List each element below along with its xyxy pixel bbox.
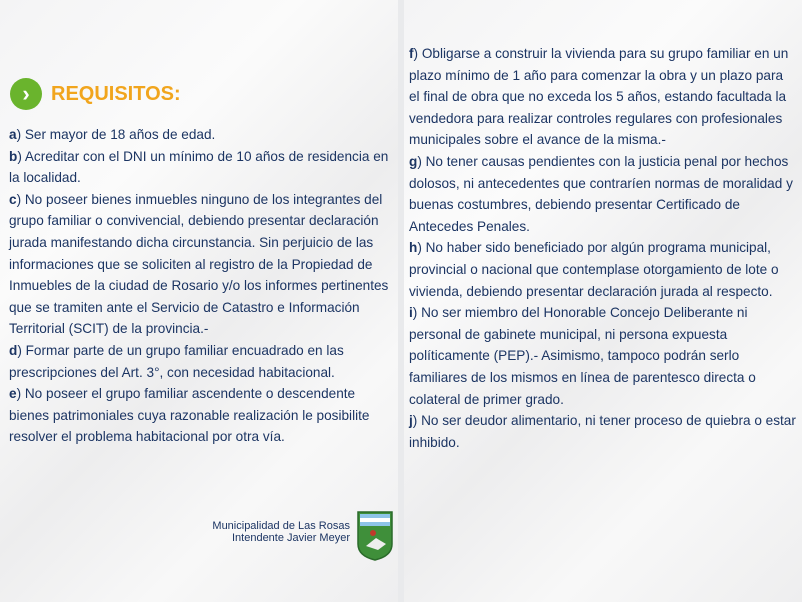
municipality-name: Municipalidad de Las Rosas	[212, 520, 350, 532]
requirement-item	[9, 189, 397, 340]
item-letter: h	[409, 240, 418, 256]
item-letter: a	[9, 127, 17, 142]
requirement-item	[409, 302, 797, 410]
requirement-item	[409, 410, 797, 453]
requirement-item	[409, 43, 797, 151]
item-text: ) Ser mayor de 18 años de edad.	[16, 127, 216, 142]
item-letter: f	[409, 46, 414, 61]
section-title: REQUISITOS:	[51, 82, 181, 105]
item-text: ) No tener causas pendientes con la justicia penal por hechos dolosos, ni antecedentes que contraríen normas de moralidad y buenas costumbres, debiendo presentar Certificado de Antecedes Penales.	[409, 153, 793, 234]
item-text: ) No haber sido beneficiado por algún programa municipal, provincial o nacional que contemplase otorgamiento de lote o vivienda, debiendo presentar declaración jurada al respecto.	[409, 240, 779, 299]
requirement-item	[409, 237, 797, 302]
item-letter: b	[9, 148, 18, 164]
requirement-item	[9, 124, 397, 146]
requirements-list-right	[409, 43, 797, 453]
requirement-item	[9, 383, 397, 448]
item-letter: j	[409, 413, 413, 429]
left-page	[0, 0, 398, 602]
item-letter: c	[9, 191, 17, 207]
section-header	[10, 78, 181, 110]
item-letter: d	[9, 342, 18, 358]
municipal-crest-logo	[356, 510, 394, 562]
requirement-item	[409, 151, 797, 237]
item-text: ) Obligarse a construir la vivienda para su grupo familiar en un plazo mínimo de 1 año para comenzar la obra y un plazo para el final de obra que no exceda los 5 años, estando facultada la vendedora para realizar controles regulares con profesionales municipales sobre el avance de la misma.-	[409, 46, 789, 148]
item-text: ) No poseer bienes inmuebles ninguno de los integrantes del grupo familiar o convivencial, debiendo presentar declaración jurada manifestando dicha circunstancia. Sin perjuicio de las informaciones que se soliciten al registro de la Propiedad de Inmuebles de la ciudad de Rosario y/o los informes pertinentes que se tramiten ante el Servicio de Catastro e Información Territorial (SCIT) de la provincia.-	[9, 191, 389, 337]
right-page	[404, 0, 802, 602]
mayor-name: Intendente Javier Meyer	[231, 532, 350, 544]
item-text: ) Acreditar con el DNI un mínimo de 10 años de residencia en la localidad.	[9, 148, 389, 186]
item-letter: g	[409, 153, 418, 169]
item-letter: e	[9, 386, 17, 402]
chevron-right-icon: ›	[10, 78, 42, 110]
footer-credit	[190, 520, 350, 544]
item-text: ) Formar parte de un grupo familiar encuadrado en las prescripciones del Art. 3°, con necesidad habitacional.	[9, 342, 344, 380]
item-text: ) No ser miembro del Honorable Concejo Deliberante ni personal de gabinete municipal, ni persona expuesta políticamente (PEP).- Asimismo, tampoco podrán serlo familiares de los mismos en línea de parentesco directa o colateral de primer grado.	[409, 305, 756, 407]
requirement-item	[9, 340, 397, 383]
requirement-item	[9, 146, 397, 189]
requirements-list-left	[9, 124, 397, 448]
item-letter: i	[409, 305, 413, 321]
item-text: ) No poseer el grupo familiar ascendente o descendente bienes patrimoniales cuya razonable realización le posibilite resolver el problema habitacional por otra vía.	[9, 386, 370, 445]
item-text: ) No ser deudor alimentario, ni tener proceso de quiebra o estar inhibido.	[409, 413, 796, 450]
